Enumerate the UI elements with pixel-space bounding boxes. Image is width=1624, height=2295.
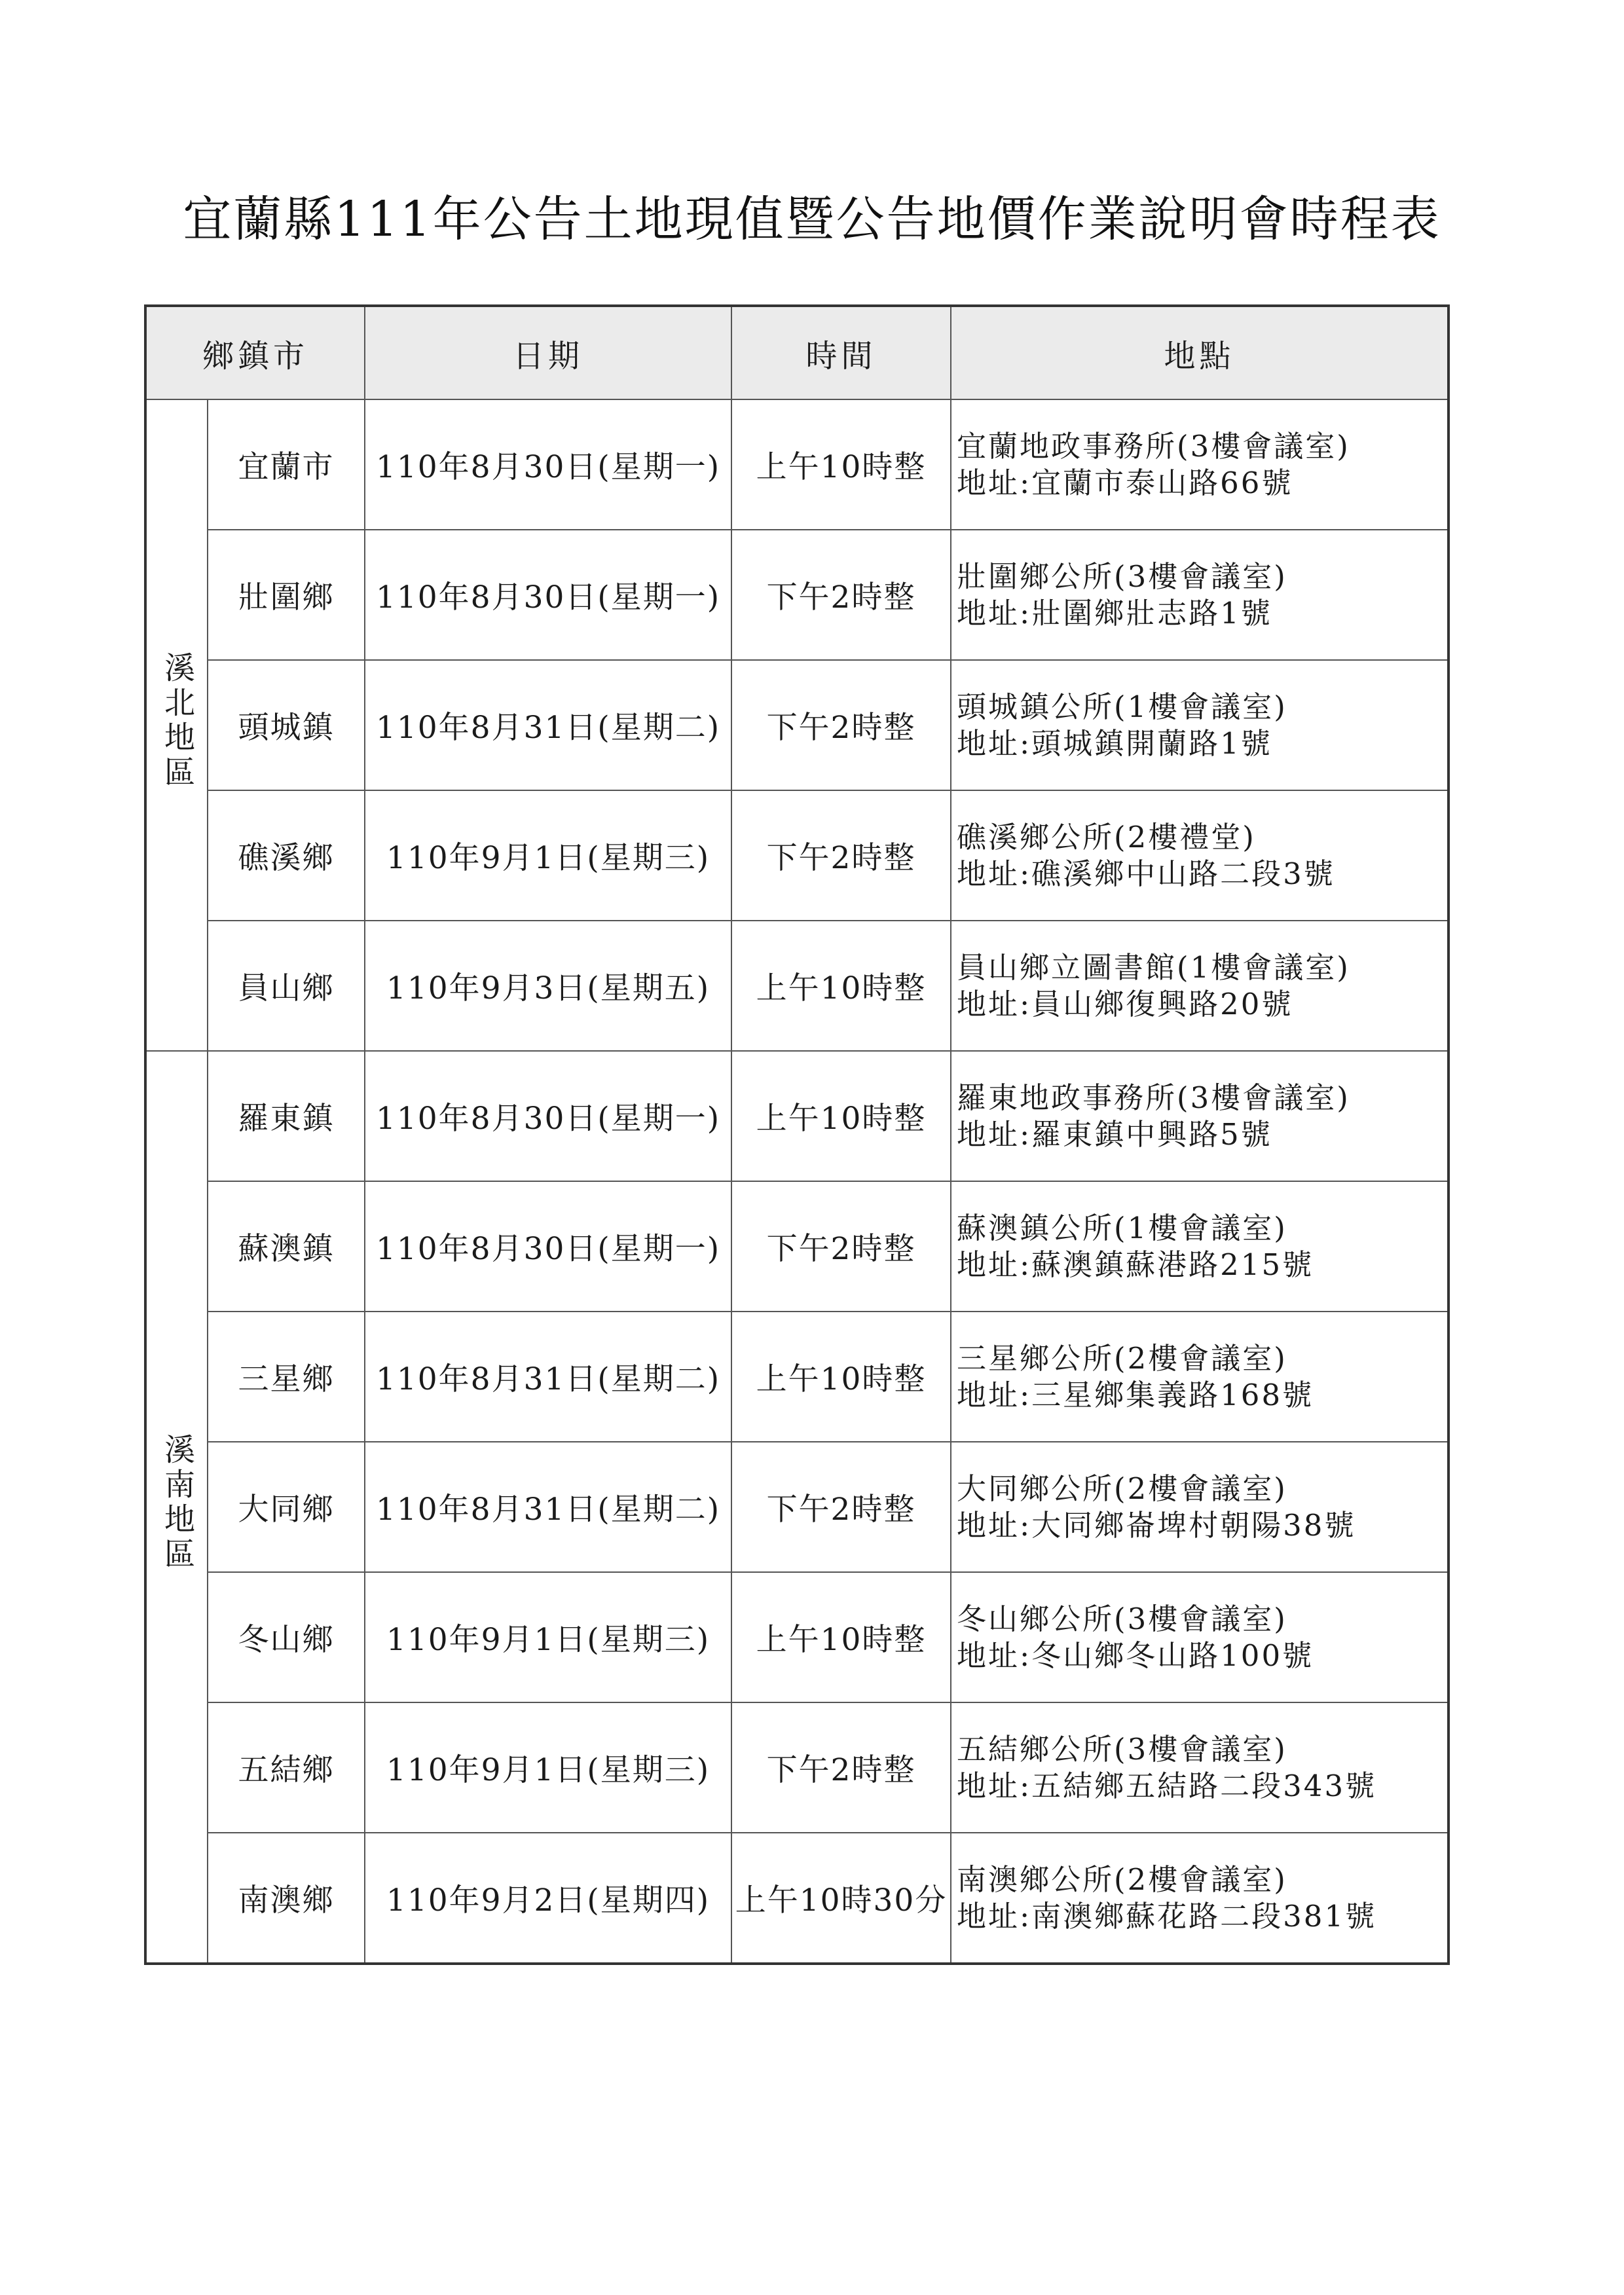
table-row — [145, 530, 1449, 660]
header-date: 日期 — [365, 306, 731, 399]
township-cell: 蘇澳鎮 — [208, 1181, 365, 1312]
table-row — [145, 1442, 1449, 1572]
time-cell: 上午10時30分 — [731, 1833, 951, 1964]
time-cell: 下午2時整 — [731, 1442, 951, 1572]
location-cell — [951, 1833, 1449, 1964]
location-cell — [951, 1572, 1449, 1702]
venue-address: 地址:冬山鄉冬山路100號 — [957, 1638, 1314, 1673]
venue-name: 宜蘭地政事務所(3樓會議室) — [957, 428, 1350, 464]
time-cell: 下午2時整 — [731, 530, 951, 660]
table-row — [145, 1181, 1449, 1312]
table-row — [145, 660, 1449, 790]
date-cell: 110年8月31日(星期二) — [365, 1442, 731, 1572]
venue-address: 地址:蘇澳鎮蘇港路215號 — [957, 1247, 1314, 1282]
region-cell — [145, 399, 208, 1051]
time-cell: 下午2時整 — [731, 660, 951, 790]
schedule-table — [144, 304, 1450, 1965]
location-cell — [951, 790, 1449, 921]
township-cell: 大同鄉 — [208, 1442, 365, 1572]
table-row — [145, 1702, 1449, 1833]
table-body — [145, 399, 1449, 1964]
page-title: 宜蘭縣111年公告土地現值暨公告地價作業說明會時程表 — [183, 191, 1441, 248]
venue-name: 大同鄉公所(2樓會議室) — [957, 1471, 1287, 1506]
time-cell: 上午10時整 — [731, 1572, 951, 1702]
township-cell: 宜蘭市 — [208, 399, 365, 530]
location-cell — [951, 660, 1449, 790]
township-cell: 壯圍鄉 — [208, 530, 365, 660]
region-cell — [145, 1051, 208, 1964]
location-cell — [951, 1312, 1449, 1442]
venue-name: 五結鄉公所(3樓會議室) — [957, 1731, 1287, 1767]
venue-address: 地址:三星鄉集義路168號 — [957, 1377, 1314, 1412]
region-label: 溪南地區 — [159, 1433, 195, 1572]
date-cell: 110年9月3日(星期五) — [365, 921, 731, 1051]
header-time: 時間 — [731, 306, 951, 399]
time-cell: 下午2時整 — [731, 1181, 951, 1312]
table-row — [145, 790, 1449, 921]
venue-name: 頭城鎮公所(1樓會議室) — [957, 689, 1287, 724]
date-cell: 110年9月1日(星期三) — [365, 1572, 731, 1702]
time-cell: 上午10時整 — [731, 921, 951, 1051]
location-cell — [951, 399, 1449, 530]
location-cell — [951, 921, 1449, 1051]
date-cell: 110年8月30日(星期一) — [365, 1051, 731, 1181]
township-cell: 五結鄉 — [208, 1702, 365, 1833]
table-row — [145, 399, 1449, 530]
venue-address: 地址:大同鄉崙埤村朝陽38號 — [957, 1507, 1356, 1543]
date-cell: 110年9月1日(星期三) — [365, 1702, 731, 1833]
table-row — [145, 1312, 1449, 1442]
location-cell — [951, 1051, 1449, 1181]
header-township: 鄉鎮市 — [145, 306, 365, 399]
venue-address: 地址:礁溪鄉中山路二段3號 — [957, 856, 1335, 891]
time-cell: 上午10時整 — [731, 1312, 951, 1442]
time-cell: 上午10時整 — [731, 399, 951, 530]
township-cell: 南澳鄉 — [208, 1833, 365, 1964]
table-row — [145, 1051, 1449, 1181]
township-cell: 員山鄉 — [208, 921, 365, 1051]
date-cell: 110年8月30日(星期一) — [365, 399, 731, 530]
township-cell: 礁溪鄉 — [208, 790, 365, 921]
venue-name: 三星鄉公所(2樓會議室) — [957, 1340, 1287, 1376]
township-cell: 頭城鎮 — [208, 660, 365, 790]
table-row — [145, 1572, 1449, 1702]
venue-address: 地址:五結鄉五結路二段343號 — [957, 1768, 1377, 1803]
date-cell: 110年8月31日(星期二) — [365, 660, 731, 790]
time-cell: 下午2時整 — [731, 790, 951, 921]
venue-name: 礁溪鄉公所(2樓禮堂) — [957, 819, 1256, 854]
venue-address: 地址:南澳鄉蘇花路二段381號 — [957, 1898, 1377, 1934]
time-cell: 下午2時整 — [731, 1702, 951, 1833]
venue-address: 地址:頭城鎮開蘭路1號 — [957, 725, 1272, 761]
venue-address: 地址:羅東鎮中興路5號 — [957, 1116, 1272, 1152]
time-cell: 上午10時整 — [731, 1051, 951, 1181]
venue-address: 地址:壯圍鄉壯志路1號 — [957, 595, 1272, 631]
venue-name: 蘇澳鎮公所(1樓會議室) — [957, 1210, 1287, 1245]
township-cell: 三星鄉 — [208, 1312, 365, 1442]
venue-address: 地址:員山鄉復興路20號 — [957, 986, 1293, 1021]
location-cell — [951, 1442, 1449, 1572]
location-cell — [951, 530, 1449, 660]
date-cell: 110年8月31日(星期二) — [365, 1312, 731, 1442]
venue-address: 地址:宜蘭市泰山路66號 — [957, 465, 1293, 500]
venue-name: 壯圍鄉公所(3樓會議室) — [957, 559, 1287, 594]
township-cell: 羅東鎮 — [208, 1051, 365, 1181]
header-location: 地點 — [951, 306, 1449, 399]
date-cell: 110年9月1日(星期三) — [365, 790, 731, 921]
date-cell: 110年8月30日(星期一) — [365, 530, 731, 660]
township-cell: 冬山鄉 — [208, 1572, 365, 1702]
table-row — [145, 1833, 1449, 1964]
venue-name: 羅東地政事務所(3樓會議室) — [957, 1080, 1350, 1115]
venue-name: 員山鄉立圖書館(1樓會議室) — [957, 949, 1350, 985]
date-cell: 110年9月2日(星期四) — [365, 1833, 731, 1964]
location-cell — [951, 1181, 1449, 1312]
table-row — [145, 921, 1449, 1051]
region-label: 溪北地區 — [159, 652, 195, 790]
table-header-row — [145, 306, 1449, 399]
date-cell: 110年8月30日(星期一) — [365, 1181, 731, 1312]
venue-name: 冬山鄉公所(3樓會議室) — [957, 1601, 1287, 1636]
location-cell — [951, 1702, 1449, 1833]
venue-name: 南澳鄉公所(2樓會議室) — [957, 1862, 1287, 1897]
